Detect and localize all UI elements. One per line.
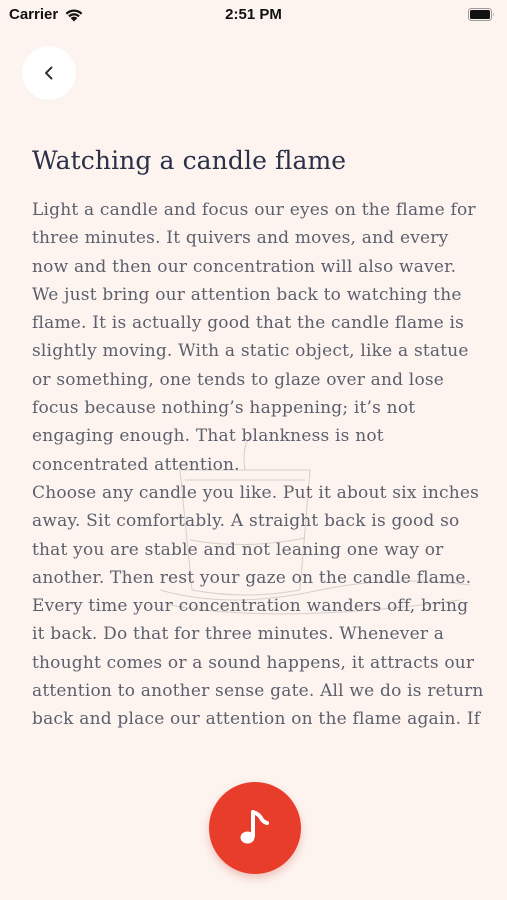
- carrier-label: Carrier: [9, 6, 59, 23]
- music-note-icon: [237, 808, 273, 848]
- status-time: 2:51 PM: [225, 6, 282, 23]
- battery-icon: [468, 8, 495, 21]
- music-button[interactable]: [209, 782, 301, 874]
- back-button[interactable]: [22, 46, 76, 100]
- status-bar: [0, 0, 507, 30]
- chevron-left-icon: [41, 65, 57, 81]
- page-title: Watching a candle flame: [32, 146, 347, 175]
- article-body: Light a candle and focus our eyes on the flame for three minutes. It quivers and moves, and every now and then our concentration will also waver. We just bring our attention back to watching the flame. It is actually good that the candle flame is slightly moving. With a static object, like a statue or something, one tends to glaze over and lose focus because nothing’s happening; it’s not engaging enough. That blankness is not concentrated attention. Choose any candle you like. Put it about six inches away. Sit comfortably. A straight back is good so that you are stable and not leaning one way or another. Then rest your gaze on the candle flame. Every time your concentration wanders off, bring it back. Do that for three minutes. Whenever a thought comes or a sound happens, it attracts our attention to another sense gate. All we do is return back and place our attention on the flame again. If: [32, 200, 484, 730]
